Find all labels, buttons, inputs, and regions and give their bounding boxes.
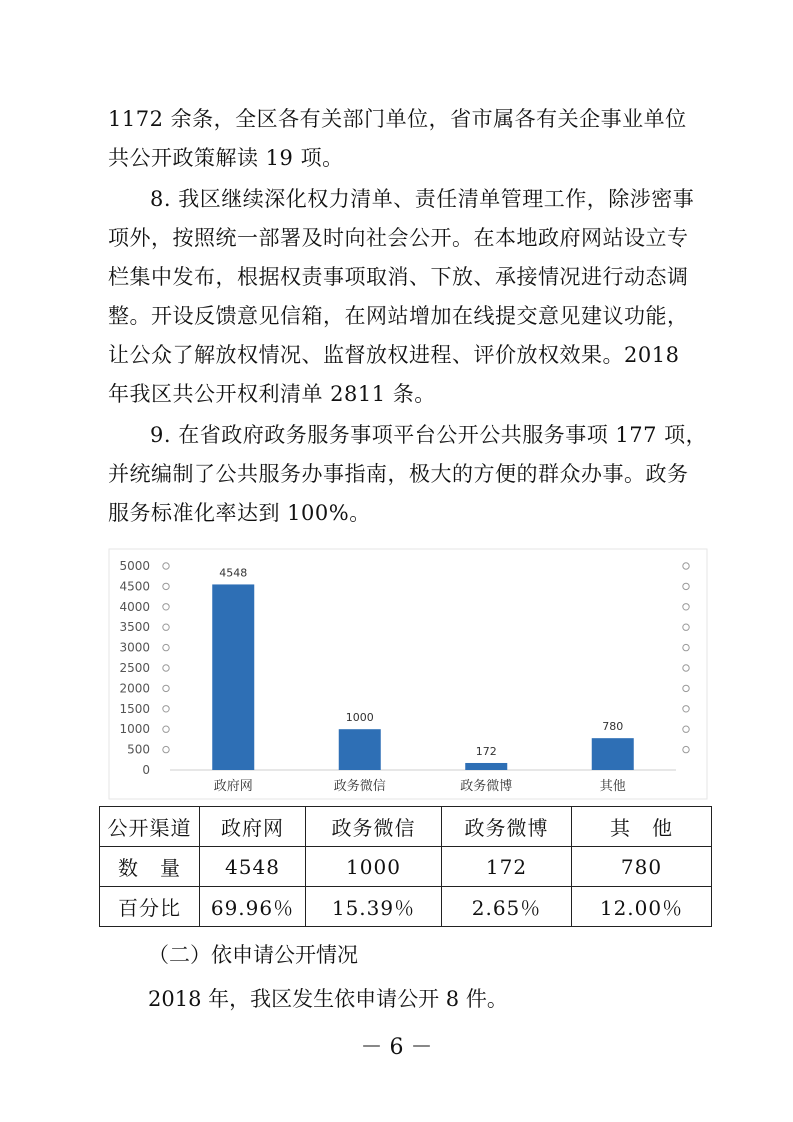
application-count-line: 2018 年，我区发生依申请公开 8 件。 <box>148 987 508 1011</box>
y-tick-marker-right <box>683 746 689 752</box>
y-tick-marker-right <box>683 644 689 650</box>
table-cell: 政务微博 <box>442 807 572 847</box>
bar-data-label: 1000 <box>345 711 374 725</box>
x-category-label: 政务微博 <box>460 779 513 794</box>
y-tick-marker-right <box>683 624 689 630</box>
y-tick-label: 2000 <box>119 681 150 696</box>
y-tick-marker-right <box>683 583 689 589</box>
table-cell: 其 他 <box>572 807 712 847</box>
bar <box>465 763 507 770</box>
y-tick-label: 4000 <box>119 599 150 614</box>
y-tick-marker-left <box>163 604 169 610</box>
y-tick-marker-left <box>163 665 169 671</box>
table-cell: 政务微信 <box>306 807 442 847</box>
bar-chart <box>108 548 708 800</box>
table-row <box>100 847 712 887</box>
y-tick-label: 2500 <box>119 661 150 675</box>
paragraph-item-8: 8. 我区继续深化权力清单、责任清单管理工作，除涉密事项外，按照统一部署及时向社会公开。在本地政府网站设立专栏集中发布，根据权责事项取消、下放、承接情况进行动态调整。开设反馈意见信箱，在网站增加在线提交意见建议功能，让公众了解放权情况、监督放权进程、评价放权效果。2018 年我区共公开权利清单 2811 条。 <box>108 187 695 406</box>
y-tick-marker-left <box>163 583 169 589</box>
table-row <box>100 887 712 927</box>
channel-table-body <box>100 807 712 927</box>
table-cell: 15.39％ <box>306 887 442 927</box>
table-cell: 4548 <box>200 847 306 887</box>
paragraph-continuation: 1172 余条，全区各有关部门单位，省市属各有关企事业单位共公开政策解读 19 项。 <box>108 107 687 170</box>
y-tick-marker-left <box>163 726 169 732</box>
paragraph-item-9: 9. 在省政府政务服务事项平台公开公共服务事项 177 项，并统编制了公共服务办事指南，极大的方便的群众办事。政务服务标准化率达到 100%。 <box>108 423 708 525</box>
y-tick-label: 1500 <box>119 701 150 716</box>
bar <box>212 584 254 770</box>
y-tick-label: 500 <box>127 742 150 757</box>
y-tick-label: 3500 <box>119 620 150 635</box>
table-cell: 780 <box>572 847 712 887</box>
y-tick-marker-left <box>163 624 169 630</box>
table-row-header: 百分比 <box>100 887 200 927</box>
y-tick-marker-right <box>683 726 689 732</box>
section-subheading: （二）依申请公开情况 <box>148 943 358 967</box>
x-category-label: 政府网 <box>213 779 253 794</box>
table-row-header: 公开渠道 <box>100 807 200 847</box>
y-tick-marker-right <box>683 706 689 712</box>
bar <box>339 729 381 770</box>
table-cell: 1000 <box>306 847 442 887</box>
y-tick-marker-right <box>683 685 689 691</box>
x-category-label: 政务微信 <box>333 779 386 794</box>
page-number: － 6 － <box>360 1035 433 1060</box>
table-cell: 政府网 <box>200 807 306 847</box>
bar-data-label: 4548 <box>219 566 248 580</box>
channel-table <box>99 806 712 927</box>
y-tick-marker-left <box>163 706 169 712</box>
table-cell: 2.65％ <box>442 887 572 927</box>
y-tick-marker-left <box>163 746 169 752</box>
y-tick-marker-left <box>163 563 169 569</box>
y-tick-label: 0 <box>142 763 150 777</box>
y-tick-label: 4500 <box>119 579 150 594</box>
bar-data-label: 172 <box>475 744 497 758</box>
table-row-header: 数 量 <box>100 847 200 887</box>
table-cell: 12.00％ <box>572 887 712 927</box>
y-tick-marker-right <box>683 563 689 569</box>
y-tick-label: 5000 <box>119 559 150 573</box>
y-tick-label: 3000 <box>119 640 150 655</box>
table-cell: 69.96％ <box>200 887 306 927</box>
y-tick-marker-right <box>683 604 689 610</box>
bar-data-label: 780 <box>602 720 624 734</box>
bar <box>592 738 634 770</box>
bar-chart-svg <box>108 548 708 800</box>
table-cell: 172 <box>442 847 572 887</box>
y-tick-marker-left <box>163 685 169 691</box>
y-tick-marker-right <box>683 665 689 671</box>
table-row <box>100 807 712 847</box>
x-category-label: 其他 <box>599 779 626 794</box>
y-tick-marker-left <box>163 644 169 650</box>
y-tick-label: 1000 <box>119 722 150 737</box>
